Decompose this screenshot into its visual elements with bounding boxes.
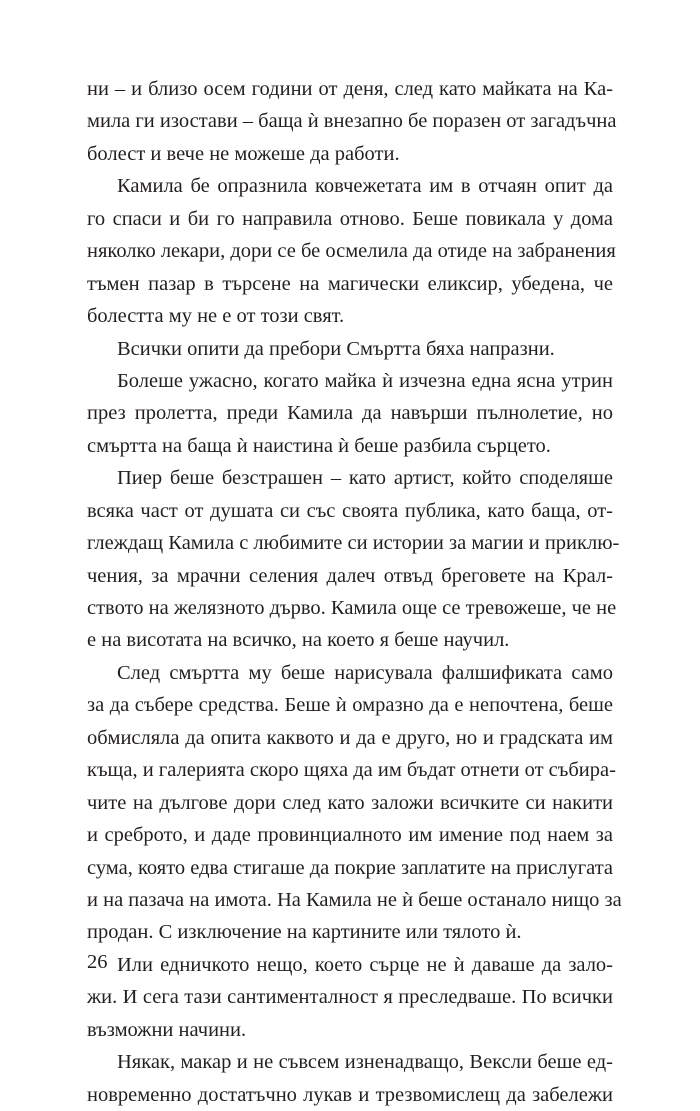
text-line: къща, и галерията скоро щяха да им бъдат отнети от събира- [87, 759, 616, 782]
page-body [87, 73, 622, 1111]
text-line: за да събере средства. Беше ѝ омразно да е непочтена, беше [87, 694, 613, 717]
text-line: чите на дългове дори след като заложи всичките си накити [87, 791, 613, 814]
text-line: е на висотата на всичко, на което я беше научил. [87, 629, 510, 652]
page-number: 26 [87, 951, 108, 973]
text-line: всяка част от душата си със своята публика, като баща, от- [87, 499, 613, 522]
text-line: жи. И сега тази сантименталност я преследваше. По всички [87, 986, 613, 1009]
text-line: няколко лекари, дори се бе осмелила да отиде на забранения [87, 240, 616, 263]
text-line: болест и вече не можеше да работи. [87, 142, 400, 165]
text-line: Всички опити да пребори Смъртта бяха напразни. [117, 337, 555, 360]
text-line: болестта му не е от този свят. [87, 305, 345, 328]
text-line: ни – и близо осем години от деня, след като майката на Ка- [87, 78, 613, 100]
text-line: смъртта на баща ѝ наистина ѝ беше разбила сърцето. [87, 434, 551, 457]
text-line: След смъртта му беше нарисувала фалшификата само [117, 661, 613, 684]
text-line: мила ги изостави – баща ѝ внезапно бе поразен от загадъчна [87, 110, 617, 133]
text-line: Камила бе опразнила ковчежетата им в отчаян опит да [117, 175, 613, 198]
text-line: чения, за мрачни селения далеч отвъд бреговете на Крал- [87, 564, 613, 587]
text-line: новременно достатъчно лукав и трезвомислещ да забележи [87, 1083, 613, 1106]
text-line: продан. С изключение на картините или тялото ѝ. [87, 921, 522, 944]
text-line: и на пазача на имота. На Камила не ѝ беше останало нищо за [87, 888, 622, 911]
text-line: Болеше ужасно, когато майка ѝ изчезна една ясна утрин [117, 369, 613, 392]
text-line: Пиер беше безстрашен – като артист, който споделяше [117, 467, 613, 490]
text-line: Някак, макар и не съвсем изненадващо, Вексли беше ед- [117, 1051, 613, 1074]
text-line: глеждащ Камила с любимите си истории за магии и приклю- [87, 532, 620, 555]
text-line: го спаси и би го направила отново. Беше повикала у дома [87, 207, 613, 230]
text-line: възможни начини. [87, 1018, 247, 1041]
text-line: Или едничкото нещо, което сърце не ѝ даваше да зало- [117, 953, 613, 976]
text-line: тъмен пазар в търсене на магически еликсир, убедена, че [87, 272, 613, 295]
text-line: сума, която едва стигаше да покрие заплатите на прислугата [87, 856, 614, 879]
text-line: и среброто, и даде провинциалното им имение под наем за [87, 824, 613, 847]
text-line: през пролетта, преди Камила да навърши пълнолетие, но [87, 402, 613, 425]
text-line: ството на желязното дърво. Камила още се тревожеше, че не [87, 597, 617, 619]
text-line: обмисляла да опита каквото и да е друго, но и градската им [87, 726, 613, 749]
